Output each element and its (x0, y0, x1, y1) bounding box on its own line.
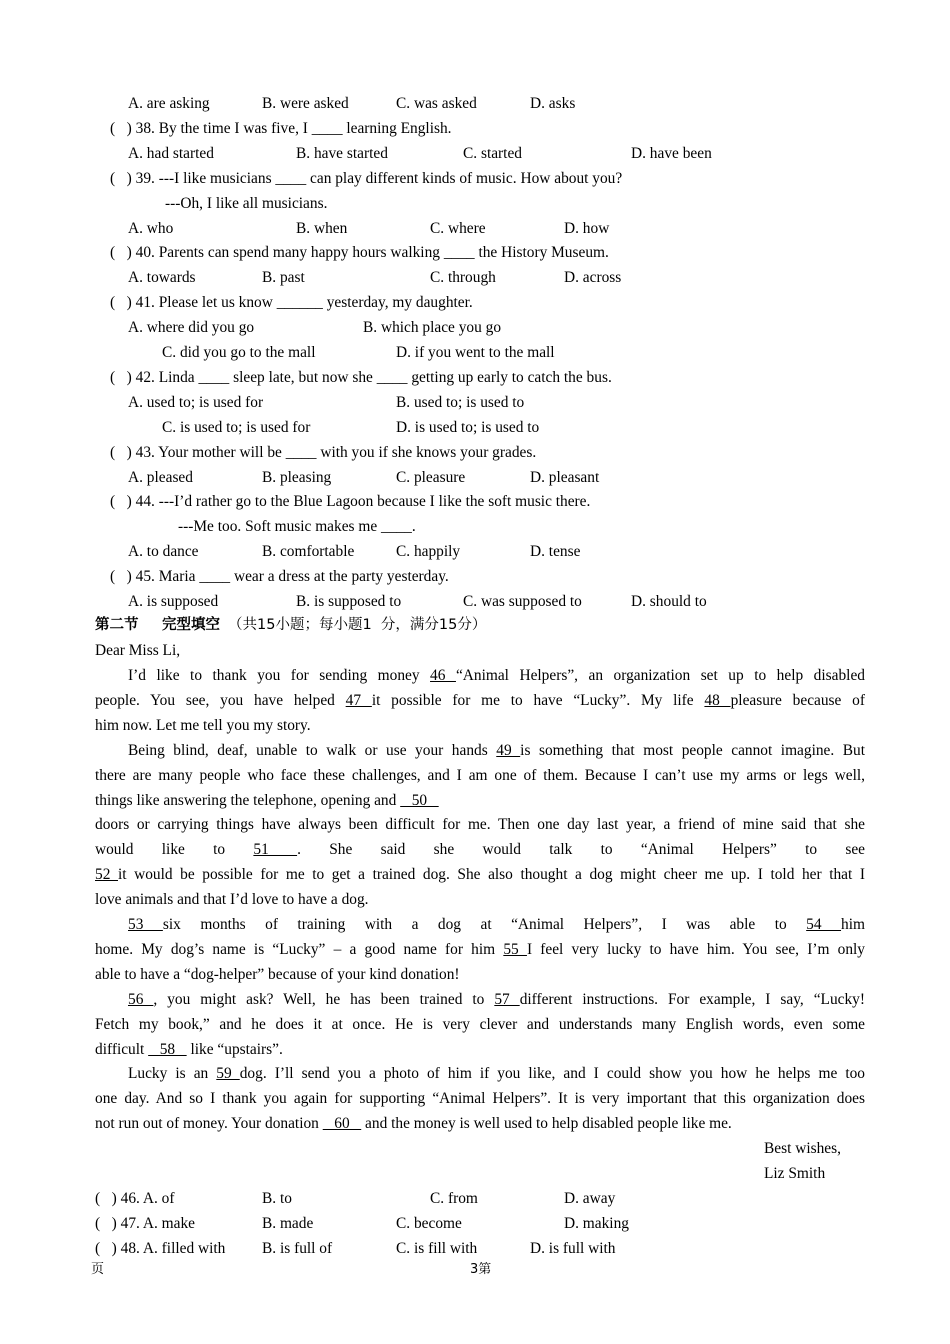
option-c: C. where (430, 219, 486, 237)
question (0, 166, 950, 191)
letter-line (95, 837, 865, 862)
letter-text: him (841, 916, 865, 933)
letter-text: is something that most people cannot imagine. But (520, 741, 865, 759)
blank: 60 (322, 1115, 362, 1133)
letter-text: pleasure because of (730, 691, 865, 709)
blank: 58 (148, 1040, 187, 1058)
letter-text: not run out of money. Your donation (95, 1115, 323, 1133)
question-text: ( ) 43. Your mother will be ____ with you if she knows your grades. (110, 443, 537, 461)
reply-text: ---Oh, I like all musicians. (165, 194, 328, 212)
option-b: B. past (262, 269, 305, 287)
question-text: ( ) 39. ---I like musicians ____ can play different kinds of music. How about you? (110, 169, 623, 187)
option-c: C. did you go to the mall (162, 344, 316, 361)
answer-options (0, 390, 950, 415)
question (0, 365, 950, 390)
option-c: C. started (463, 144, 522, 162)
option-b: B. used to; is used to (396, 393, 525, 411)
letter-line-text (95, 1111, 732, 1136)
blank: 47 (345, 691, 372, 709)
blank: 57 (494, 990, 520, 1008)
letter-text: I feel very lucky to have him. You see, I’m only (526, 940, 865, 958)
cloze-question (0, 1211, 950, 1236)
letter-text: six months of training with a dog at “Animal Helpers”, I was able to (162, 916, 807, 933)
letter-line (95, 763, 865, 788)
letter-text: people. You see, you have helped (95, 691, 346, 709)
letter-text: things like answering the telephone, opening and (95, 791, 401, 809)
letter-line (95, 1086, 865, 1111)
option-b: B. pleasing (262, 468, 332, 486)
letter-line-text (95, 962, 460, 987)
letter-text: there are many people who face these challenges, and I am one of them. Because I can’t use my arms or legs well, (95, 766, 865, 784)
question-number: ( ) 48. A. filled with (95, 1239, 226, 1257)
reply-text: ---Me too. Soft music makes me ____. (178, 518, 416, 536)
answer-options (0, 315, 950, 340)
letter-line (0, 1111, 950, 1136)
option-b: B. comfortable (262, 543, 355, 561)
blank: 59 (216, 1065, 240, 1083)
footer-left: 页 (91, 1262, 105, 1277)
dialogue-reply (0, 514, 950, 539)
letter-line (95, 937, 865, 962)
letter-text: it possible for me to have “Lucky”. My life (371, 691, 705, 709)
option-a: A. used to; is used for (128, 393, 264, 411)
closing-text: Best wishes, (764, 1140, 841, 1157)
letter-text: would like to (95, 841, 254, 859)
letter-line (128, 912, 865, 937)
letter-line-text (95, 788, 439, 813)
letter-line (0, 962, 950, 987)
section-heading (0, 613, 950, 638)
option-d: D. if you went to the mall (396, 344, 555, 361)
question (0, 240, 950, 265)
letter-line-text (95, 713, 311, 738)
question-number: ( ) 46. A. of (95, 1190, 175, 1207)
letter-text: . She said she would talk to “Animal Helpers” to see (297, 841, 865, 859)
answer-options (0, 216, 950, 241)
blank: 53 (128, 916, 163, 933)
blank: 55 (503, 940, 527, 958)
letter-line (0, 713, 950, 738)
question-text: ( ) 45. Maria ____ wear a dress at the party yesterday. (110, 568, 449, 586)
section-note: （共15小题；每小题1 分，满分15分） (228, 617, 487, 633)
letter-text: him now. Let me tell you my story. (95, 716, 311, 734)
option-d: D. how (564, 219, 610, 237)
letter-text: Fetch my book,” and he does it at once. He is very clever and understands many English words, even some (95, 1015, 865, 1033)
letter-text: “Animal Helpers”, an organization set up to help disabled (455, 667, 865, 684)
letter-line (0, 887, 950, 912)
letter-line (0, 1037, 950, 1062)
question-number: ( ) 47. A. make (95, 1214, 196, 1232)
option-a: A. where did you go (128, 319, 255, 337)
question-text: ( ) 38. By the time I was five, I ____ learning English. (110, 119, 452, 137)
option-b: B. is supposed to (296, 593, 402, 610)
answer-options (0, 465, 950, 490)
cloze-question (0, 1186, 950, 1211)
option-c: C. was supposed to (463, 593, 582, 610)
dialogue-reply (0, 191, 950, 216)
answer-options (0, 91, 950, 116)
option-d: D. should to (631, 593, 707, 610)
letter-line (95, 812, 865, 837)
letter-line-text (95, 1037, 283, 1062)
option-c: C. happily (396, 543, 461, 561)
section-number: 第二节 (95, 617, 139, 633)
letter-salutation (0, 638, 950, 663)
salutation-text: Dear Miss Li, (95, 642, 181, 659)
option-b: B. is full of (262, 1239, 333, 1257)
option-c: C. was asked (396, 95, 477, 112)
option-d: D. is used to; is used to (396, 418, 540, 436)
option-d: D. tense (530, 543, 581, 561)
option-a: A. to dance (128, 543, 199, 561)
option-a: A. had started (128, 144, 214, 162)
letter-text: doors or carrying things have always been difficult for me. Then one day last year, a friend of mine said that she (95, 816, 865, 834)
letter-text: one day. And so I thank you again for supporting “Animal Helpers”. It is very important that this organization does (95, 1090, 865, 1108)
letter-line (128, 663, 865, 688)
question (0, 564, 950, 589)
option-d: D. away (564, 1190, 616, 1207)
option-c: C. is fill with (396, 1239, 478, 1257)
blank: 49 (496, 741, 521, 759)
option-d: D. making (564, 1214, 629, 1232)
question (0, 116, 950, 141)
letter-line (128, 738, 865, 763)
option-c: C. is used to; is used for (162, 418, 311, 436)
letter-line-text (95, 887, 369, 912)
letter-text: different instructions. For example, I say, “Lucky! (519, 990, 865, 1008)
question-text: ( ) 42. Linda ____ sleep late, but now she ____ getting up early to catch the bus. (110, 368, 612, 386)
option-d: D. asks (530, 95, 576, 112)
option-a: A. who (128, 219, 174, 237)
option-a: A. is supposed (128, 593, 219, 610)
letter-text: home. My dog’s name is “Lucky” – a good name for him (95, 940, 504, 958)
letter-line (95, 862, 865, 887)
blank: 46 (430, 667, 456, 684)
letter-line (128, 987, 865, 1012)
option-c: C. become (396, 1214, 462, 1232)
question-text: ( ) 41. Please let us know ______ yesterday, my daughter. (110, 294, 473, 312)
letter-text: I’d like to thank you for sending money (128, 667, 431, 684)
option-d: D. pleasant (530, 468, 600, 486)
option-b: B. were asked (262, 95, 349, 112)
option-c: C. pleasure (396, 468, 466, 486)
signature-text: Liz Smith (764, 1165, 826, 1182)
option-d: D. have been (631, 144, 712, 162)
answer-options (0, 340, 950, 365)
letter-signature (0, 1161, 950, 1186)
letter-text: love animals and that I’d love to have a dog. (95, 891, 369, 909)
option-b: B. which place you go (363, 319, 502, 337)
question-text: ( ) 40. Parents can spend many happy hours walking ____ the History Museum. (110, 244, 609, 262)
option-c: C. from (430, 1190, 478, 1207)
letter-text: difficult (95, 1040, 149, 1058)
letter-text: Being blind, deaf, unable to walk or use your hands (128, 741, 497, 759)
question-text: ( ) 44. ---I’d rather go to the Blue Lagoon because I like the soft music there. (110, 493, 591, 511)
letter-closing (0, 1136, 950, 1161)
answer-options (0, 265, 950, 290)
letter-line (128, 1061, 865, 1086)
section-name: 完型填空 (162, 617, 220, 633)
answer-options (0, 415, 950, 440)
blank: 52 (95, 866, 118, 884)
question (0, 489, 950, 514)
answer-options (0, 141, 950, 166)
blank: 51 (253, 841, 298, 859)
letter-text: and the money is well used to help disabled people like me. (361, 1115, 732, 1133)
blank: 56 (128, 990, 154, 1008)
answer-options (0, 539, 950, 564)
blank: 54 (806, 916, 842, 933)
letter-text: it would be possible for me to get a trained dog. She also thought a dog might cheer me up. I told her that I (117, 866, 865, 884)
letter-text: Lucky is an (128, 1065, 217, 1083)
letter-line (95, 688, 865, 713)
page-footer (0, 1257, 950, 1282)
letter-text: dog. I’ll send you a photo of him if you like, and I could show you how he helps me too (239, 1065, 865, 1083)
option-a: A. towards (128, 269, 196, 287)
footer-page-number: 3第 (470, 1262, 492, 1277)
option-b: B. made (262, 1214, 314, 1232)
letter-line (0, 788, 950, 813)
letter-text: able to have a “dog-helper” because of your kind donation! (95, 965, 460, 983)
option-b: B. have started (296, 144, 388, 162)
option-c: C. through (430, 269, 496, 287)
blank: 48 (704, 691, 731, 709)
letter-text: like “upstairs”. (186, 1040, 283, 1058)
blank: 50 (400, 791, 439, 809)
option-d: D. across (564, 269, 622, 287)
option-a: A. are asking (128, 95, 210, 112)
letter-line (95, 1012, 865, 1037)
question (0, 290, 950, 315)
question (0, 440, 950, 465)
option-d: D. is full with (530, 1239, 616, 1257)
option-b: B. to (262, 1190, 292, 1207)
letter-text: , you might ask? Well, he has been trained to (153, 990, 495, 1008)
answer-options (0, 589, 950, 614)
option-a: A. pleased (128, 468, 193, 486)
option-b: B. when (296, 219, 348, 237)
